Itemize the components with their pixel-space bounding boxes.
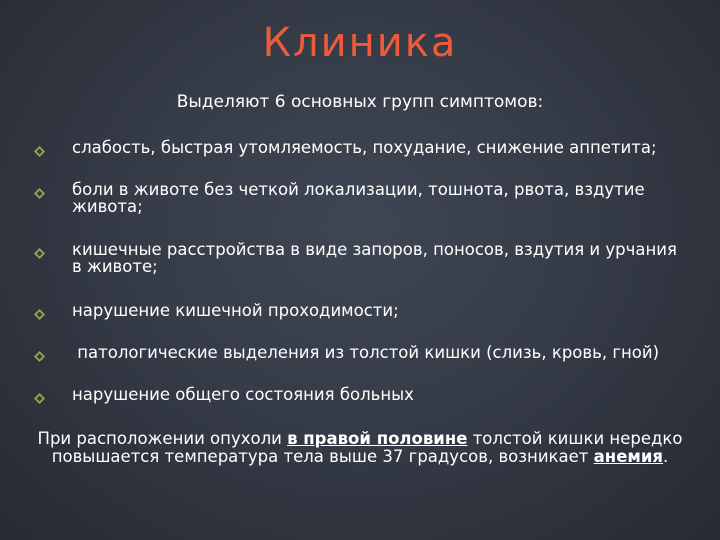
- slide-subtitle: Выделяют 6 основных групп симптомов:: [176, 92, 544, 112]
- bullet-text: боли в животе без четкой локализации, тошнота, рвота, вздутие живота;: [72, 180, 645, 216]
- bullet-text: нарушение общего состояния больных: [72, 385, 414, 404]
- diamond-bullet-icon: [34, 184, 45, 195]
- diamond-bullet-icon: [34, 389, 45, 400]
- diamond-bullet-icon: [34, 142, 45, 153]
- diamond-bullet-icon: [34, 347, 45, 358]
- footer-text-1: При расположении опухоли: [37, 429, 288, 448]
- bullet-text: слабость, быстрая утомляемость, похудание, снижение аппетита;: [72, 138, 657, 157]
- highlight-right-half: в правой половине: [287, 429, 468, 448]
- bullet-text: нарушение кишечной проходимости;: [72, 301, 399, 320]
- diamond-bullet-icon: [34, 244, 45, 255]
- bullet-text: патологические выделения из толстой кишки (слизь, кровь, гной): [72, 343, 660, 362]
- diamond-bullet-icon: [34, 305, 45, 316]
- highlight-anemia: анемия: [593, 447, 664, 466]
- footer-text-3: .: [663, 447, 669, 466]
- footer-text-2: толстой кишки нередко повышается температура тела выше 37 градусов, возникает: [51, 429, 683, 466]
- footer-note: [18, 430, 702, 466]
- bullet-text: кишечные расстройства в виде запоров, поносов, вздутия и урчания в животе;: [72, 240, 677, 276]
- slide-title: Клиника: [262, 20, 458, 66]
